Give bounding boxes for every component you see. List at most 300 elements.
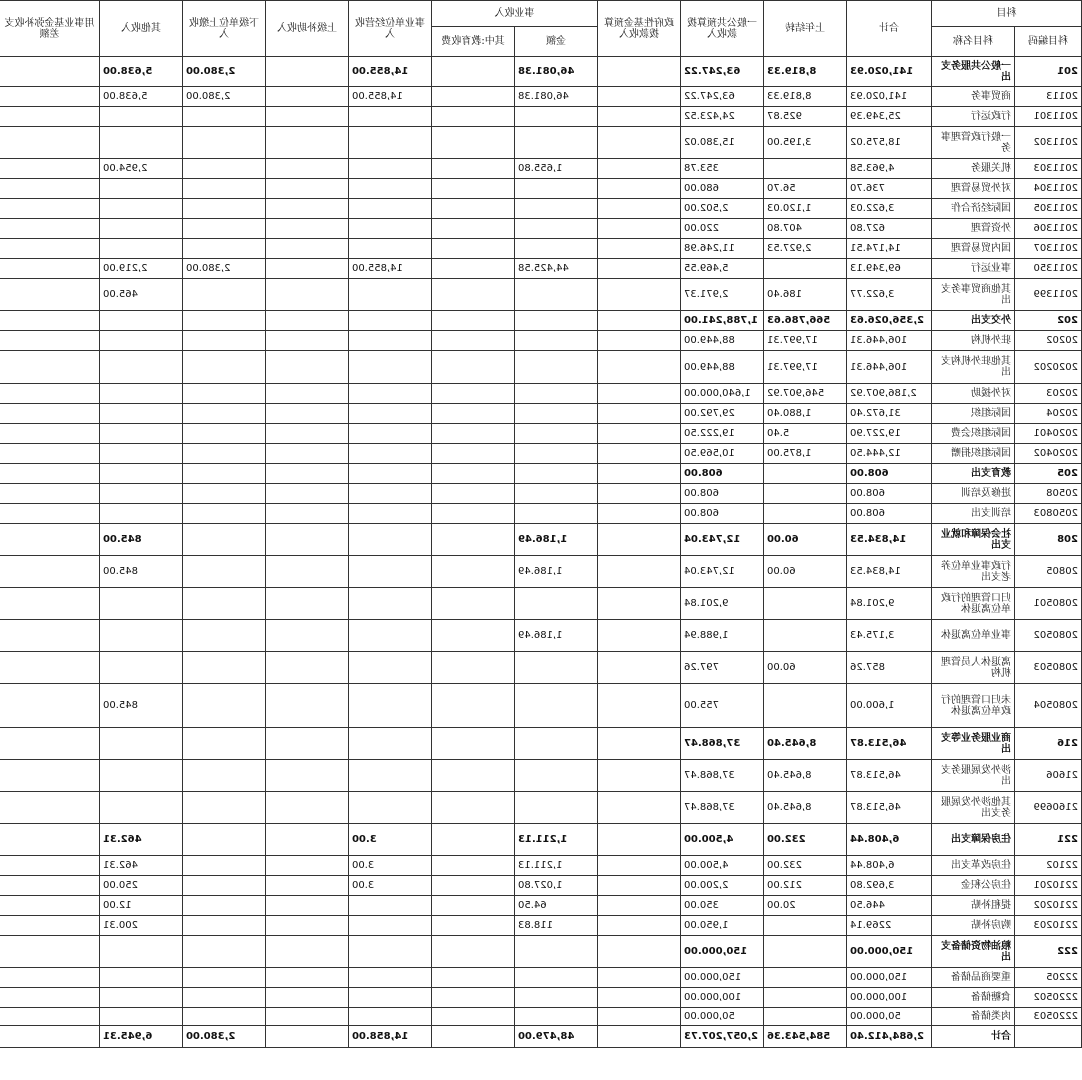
cell-biz-op-income [349,652,432,684]
cell-subordinate-income [183,684,266,728]
cell-business-amount [515,760,598,792]
cell-other-income: 462.31 [100,824,183,856]
table-row [0,57,1082,87]
cell-code: 221 [1015,824,1082,856]
cell-biz-op-income: 3.00 [349,824,432,856]
cell-fund-use [0,239,100,259]
cell-name: 社会保障和就业支出 [932,524,1015,556]
cell-name: 食糖储备 [932,988,1015,1008]
cell-prev-balance [764,988,847,1008]
cell-name: 行政运行 [932,107,1015,127]
cell-prev-balance: 20.00 [764,896,847,916]
cell-business-amount: 1,186.49 [515,524,598,556]
cell-subordinate-income [183,524,266,556]
cell-edu-fee [432,936,515,968]
cell-business-amount [515,1008,598,1026]
cell-biz-op-income [349,896,432,916]
cell-prev-balance: 1,120.03 [764,199,847,219]
cell-name: 重要商品储备 [932,968,1015,988]
cell-gov-fund [598,424,681,444]
cell-other-income: 5,638.00 [100,87,183,107]
cell-code: 2080502 [1015,620,1082,652]
cell-prev-balance [764,916,847,936]
cell-gov-fund [598,824,681,856]
cell-general-budget: 88,449.00 [681,351,764,384]
cell-other-income: 845.00 [100,556,183,588]
cell-total: 46,513.87 [847,760,932,792]
cell-biz-op-income [349,504,432,524]
cell-code: 2011302 [1015,127,1082,159]
cell-code: 2011307 [1015,239,1082,259]
cell-name: 其他涉外发展服务支出 [932,792,1015,824]
cell-gov-fund [598,524,681,556]
cell-superior-subsidy [266,936,349,968]
cell-prev-balance: 5.40 [764,424,847,444]
cell-fund-use [0,311,100,331]
cell-edu-fee [432,127,515,159]
cell-business-amount: 1,211.13 [515,824,598,856]
cell-business-amount: 1,186.49 [515,556,598,588]
cell-superior-subsidy [266,384,349,404]
cell-fund-use [0,259,100,279]
cell-superior-subsidy [266,1026,349,1048]
cell-biz-op-income: 3.00 [349,876,432,896]
cell-business-amount [515,504,598,524]
cell-name: 驻外机构 [932,331,1015,351]
cell-superior-subsidy [266,219,349,239]
cell-total: 18,575.02 [847,127,932,159]
cell-gov-fund [598,684,681,728]
cell-total: 9,201.84 [847,588,932,620]
table-row [0,107,1082,127]
cell-code: 20113 [1015,87,1082,107]
cell-biz-op-income [349,311,432,331]
cell-code: 2011305 [1015,199,1082,219]
cell-business-amount [515,404,598,424]
cell-superior-subsidy [266,484,349,504]
cell-prev-balance: 3,195.00 [764,127,847,159]
cell-prev-balance: 232.00 [764,856,847,876]
table-row [0,876,1082,896]
cell-edu-fee [432,424,515,444]
cell-general-budget: 11,246.98 [681,239,764,259]
table-row [0,684,1082,728]
cell-biz-op-income [349,916,432,936]
table-row [0,792,1082,824]
cell-subordinate-income [183,464,266,484]
cell-subordinate-income [183,159,266,179]
cell-code: 2220502 [1015,988,1082,1008]
cell-general-budget: 150,000.00 [681,936,764,968]
biz-op-income-header: 事业单位经营收入 [349,1,432,57]
fund-use-header: 用事业基金弥补收支差额 [0,1,100,57]
cell-subordinate-income [183,279,266,311]
cell-business-amount: 44,425.58 [515,259,598,279]
cell-prev-balance: 546,907.92 [764,384,847,404]
cell-biz-op-income [349,444,432,464]
cell-prev-balance: 584,543.36 [764,1026,847,1048]
cell-total: 3,622.77 [847,279,932,311]
cell-general-budget: 29,792.00 [681,404,764,424]
cell-biz-op-income: 14,855.00 [349,57,432,87]
cell-total: 100,000.00 [847,988,932,1008]
cell-gov-fund [598,728,681,760]
cell-biz-op-income [349,484,432,504]
cell-business-amount [515,219,598,239]
cell-prev-balance [764,484,847,504]
cell-prev-balance: 8,645.40 [764,792,847,824]
cell-fund-use [0,968,100,988]
cell-edu-fee [432,351,515,384]
table-row [0,219,1082,239]
cell-business-amount: 1,027.80 [515,876,598,896]
cell-biz-op-income [349,1008,432,1026]
cell-superior-subsidy [266,988,349,1008]
cell-gov-fund [598,916,681,936]
other-income-header: 其他收入 [100,1,183,57]
table-row [0,824,1082,856]
cell-other-income [100,652,183,684]
cell-general-budget: 9,201.84 [681,588,764,620]
cell-other-income [100,464,183,484]
cell-other-income [100,988,183,1008]
cell-biz-op-income: 14,855.00 [349,87,432,107]
cell-general-budget: 797.26 [681,652,764,684]
cell-code: 2011399 [1015,279,1082,311]
cell-prev-balance: 566,786.63 [764,311,847,331]
amount-header: 金额 [515,27,598,57]
cell-edu-fee [432,331,515,351]
cell-general-budget: 1,788,241.00 [681,311,764,331]
cell-subordinate-income [183,199,266,219]
cell-total: 446.50 [847,896,932,916]
cell-other-income [100,127,183,159]
cell-biz-op-income [349,199,432,219]
cell-total: 12,444.50 [847,444,932,464]
cell-name: 提租补贴 [932,896,1015,916]
cell-other-income [100,107,183,127]
cell-code [1015,1026,1082,1048]
cell-fund-use [0,179,100,199]
cell-subordinate-income [183,484,266,504]
cell-gov-fund [598,384,681,404]
cell-subordinate-income: 2,380.00 [183,1026,266,1048]
cell-superior-subsidy [266,824,349,856]
cell-superior-subsidy [266,199,349,219]
superior-subsidy-header: 上级补助收入 [266,1,349,57]
cell-total: 2269.14 [847,916,932,936]
subject-header: 科目 [932,1,1082,27]
cell-total: 2,356,026.63 [847,311,932,331]
cell-superior-subsidy [266,159,349,179]
cell-prev-balance [764,588,847,620]
table-row [0,484,1082,504]
cell-prev-balance: 8,819.33 [764,57,847,87]
cell-edu-fee [432,57,515,87]
cell-general-budget: 19,222.50 [681,424,764,444]
table-row [0,988,1082,1008]
cell-general-budget: 15,380.02 [681,127,764,159]
cell-total: 3,692.80 [847,876,932,896]
cell-biz-op-income [349,464,432,484]
cell-general-budget: 4,500.00 [681,824,764,856]
cell-edu-fee [432,588,515,620]
cell-total: 14,174.51 [847,239,932,259]
cell-edu-fee [432,876,515,896]
cell-edu-fee [432,916,515,936]
cell-gov-fund [598,57,681,87]
cell-business-amount: 64.50 [515,896,598,916]
cell-total: 106,446.31 [847,351,932,384]
cell-edu-fee [432,556,515,588]
cell-business-amount [515,464,598,484]
table-row [0,1026,1082,1048]
cell-fund-use [0,824,100,856]
cell-gov-fund [598,311,681,331]
cell-total: 6,408.44 [847,856,932,876]
cell-prev-balance: 56.70 [764,179,847,199]
cell-business-amount [515,331,598,351]
cell-code: 20203 [1015,384,1082,404]
cell-superior-subsidy [266,351,349,384]
cell-gov-fund [598,504,681,524]
cell-biz-op-income [349,239,432,259]
cell-general-budget: 37,868.47 [681,792,764,824]
cell-general-budget: 353.78 [681,159,764,179]
cell-gov-fund [598,792,681,824]
cell-fund-use [0,988,100,1008]
cell-biz-op-income [349,424,432,444]
cell-subordinate-income [183,856,266,876]
cell-business-amount: 1,211.13 [515,856,598,876]
cell-name: 涉外发展服务支出 [932,760,1015,792]
cell-prev-balance: 8,645.40 [764,728,847,760]
cell-fund-use [0,792,100,824]
cell-biz-op-income [349,331,432,351]
cell-total: 857.26 [847,652,932,684]
cell-gov-fund [598,1008,681,1026]
cell-general-budget: 2,971.37 [681,279,764,311]
cell-code: 2080503 [1015,652,1082,684]
cell-total: 25,349.39 [847,107,932,127]
cell-edu-fee [432,1008,515,1026]
cell-fund-use [0,652,100,684]
cell-superior-subsidy [266,620,349,652]
cell-other-income [100,484,183,504]
table-row [0,351,1082,384]
cell-superior-subsidy [266,311,349,331]
cell-general-budget: 4,500.00 [681,856,764,876]
table-row [0,896,1082,916]
cell-general-budget: 2,502.00 [681,199,764,219]
cell-gov-fund [598,239,681,259]
cell-subordinate-income [183,331,266,351]
cell-subordinate-income: 2,380.00 [183,259,266,279]
cell-name: 机关服务 [932,159,1015,179]
cell-gov-fund [598,988,681,1008]
cell-prev-balance: 8,645.40 [764,760,847,792]
cell-other-income: 200.31 [100,916,183,936]
cell-fund-use [0,444,100,464]
cell-total: 1,600.00 [847,684,932,728]
cell-edu-fee [432,219,515,239]
cell-subordinate-income [183,107,266,127]
cell-other-income [100,219,183,239]
cell-business-amount [515,127,598,159]
cell-code: 2210203 [1015,916,1082,936]
cell-edu-fee [432,524,515,556]
cell-fund-use [0,199,100,219]
cell-prev-balance: 925.87 [764,107,847,127]
gov-fund-header: 政府性基金预算拨款收入 [598,1,681,57]
cell-name: 培训支出 [932,504,1015,524]
cell-business-amount: 1,186.49 [515,620,598,652]
cell-prev-balance [764,1008,847,1026]
cell-code: 2020401 [1015,424,1082,444]
cell-general-budget: 220.00 [681,219,764,239]
cell-biz-op-income [349,219,432,239]
cell-general-budget: 63,247.22 [681,87,764,107]
cell-general-budget: 5,469.55 [681,259,764,279]
cell-code: 2020202 [1015,351,1082,384]
cell-code: 2050803 [1015,504,1082,524]
cell-gov-fund [598,876,681,896]
cell-fund-use [0,524,100,556]
cell-fund-use [0,219,100,239]
cell-general-budget: 100,000.00 [681,988,764,1008]
cell-other-income [100,760,183,792]
cell-edu-fee [432,652,515,684]
cell-prev-balance: 8,819.33 [764,87,847,107]
cell-other-income [100,351,183,384]
cell-superior-subsidy [266,107,349,127]
cell-edu-fee [432,311,515,331]
cell-other-income [100,199,183,219]
cell-edu-fee [432,239,515,259]
cell-edu-fee [432,159,515,179]
cell-business-amount [515,179,598,199]
cell-superior-subsidy [266,127,349,159]
cell-code: 216 [1015,728,1082,760]
cell-name: 住房改革支出 [932,856,1015,876]
table-row [0,331,1082,351]
cell-superior-subsidy [266,728,349,760]
cell-prev-balance: 60.00 [764,652,847,684]
table-row [0,760,1082,792]
cell-gov-fund [598,179,681,199]
cell-subordinate-income: 2,380.00 [183,87,266,107]
cell-name: 国际组织捐赠 [932,444,1015,464]
cell-code: 2011301 [1015,107,1082,127]
cell-total: 150,000.00 [847,968,932,988]
cell-edu-fee [432,728,515,760]
cell-subordinate-income [183,792,266,824]
cell-fund-use [0,424,100,444]
cell-business-amount [515,684,598,728]
cell-name: 住房保障支出 [932,824,1015,856]
cell-fund-use [0,916,100,936]
cell-edu-fee [432,988,515,1008]
cell-fund-use [0,484,100,504]
cell-code: 2080504 [1015,684,1082,728]
cell-subordinate-income [183,556,266,588]
cell-fund-use [0,588,100,620]
cell-gov-fund [598,936,681,968]
edu-fee-header: 其中:教育收费 [432,27,515,57]
cell-general-budget: 2,057,207.73 [681,1026,764,1048]
cell-code: 2011303 [1015,159,1082,179]
table-row [0,588,1082,620]
cell-business-amount [515,279,598,311]
cell-fund-use [0,620,100,652]
cell-general-budget: 608.00 [681,464,764,484]
cell-business-amount [515,424,598,444]
cell-code: 2080501 [1015,588,1082,620]
cell-fund-use [0,127,100,159]
table-row [0,404,1082,424]
subject-name-header: 科目名称 [932,27,1015,57]
cell-business-amount [515,107,598,127]
cell-total: 608.00 [847,464,932,484]
cell-biz-op-income: 14,855.00 [349,259,432,279]
cell-code: 20805 [1015,556,1082,588]
cell-name: 合计 [932,1026,1015,1048]
cell-general-budget: 2,200.00 [681,876,764,896]
cell-subordinate-income [183,728,266,760]
subject-code-header: 科目编码 [1015,27,1082,57]
cell-edu-fee [432,444,515,464]
cell-prev-balance [764,968,847,988]
subordinate-income-header: 下级单位上缴收入 [183,1,266,57]
table-row [0,179,1082,199]
cell-superior-subsidy [266,684,349,728]
table-row [0,652,1082,684]
cell-other-income: 6,945.31 [100,1026,183,1048]
cell-other-income [100,1008,183,1026]
cell-code: 2160699 [1015,792,1082,824]
cell-prev-balance: 2,927.53 [764,239,847,259]
cell-general-budget: 63,247.22 [681,57,764,87]
cell-gov-fund [598,199,681,219]
cell-biz-op-income [349,620,432,652]
cell-edu-fee [432,856,515,876]
cell-other-income [100,331,183,351]
cell-biz-op-income [349,968,432,988]
table-row [0,968,1082,988]
cell-superior-subsidy [266,179,349,199]
cell-fund-use [0,351,100,384]
cell-superior-subsidy [266,916,349,936]
cell-biz-op-income [349,107,432,127]
cell-gov-fund [598,279,681,311]
cell-subordinate-income [183,652,266,684]
cell-gov-fund [598,968,681,988]
cell-general-budget: 12,743.04 [681,524,764,556]
cell-biz-op-income [349,384,432,404]
cell-code: 20204 [1015,404,1082,424]
cell-prev-balance [764,620,847,652]
cell-prev-balance [764,936,847,968]
cell-name: 其他驻外机构支出 [932,351,1015,384]
cell-subordinate-income [183,127,266,159]
cell-other-income [100,968,183,988]
cell-gov-fund [598,620,681,652]
general-budget-header: 一般公共预算拨款收入 [681,1,764,57]
cell-fund-use [0,404,100,424]
cell-fund-use [0,464,100,484]
cell-biz-op-income [349,588,432,620]
cell-code: 205 [1015,464,1082,484]
